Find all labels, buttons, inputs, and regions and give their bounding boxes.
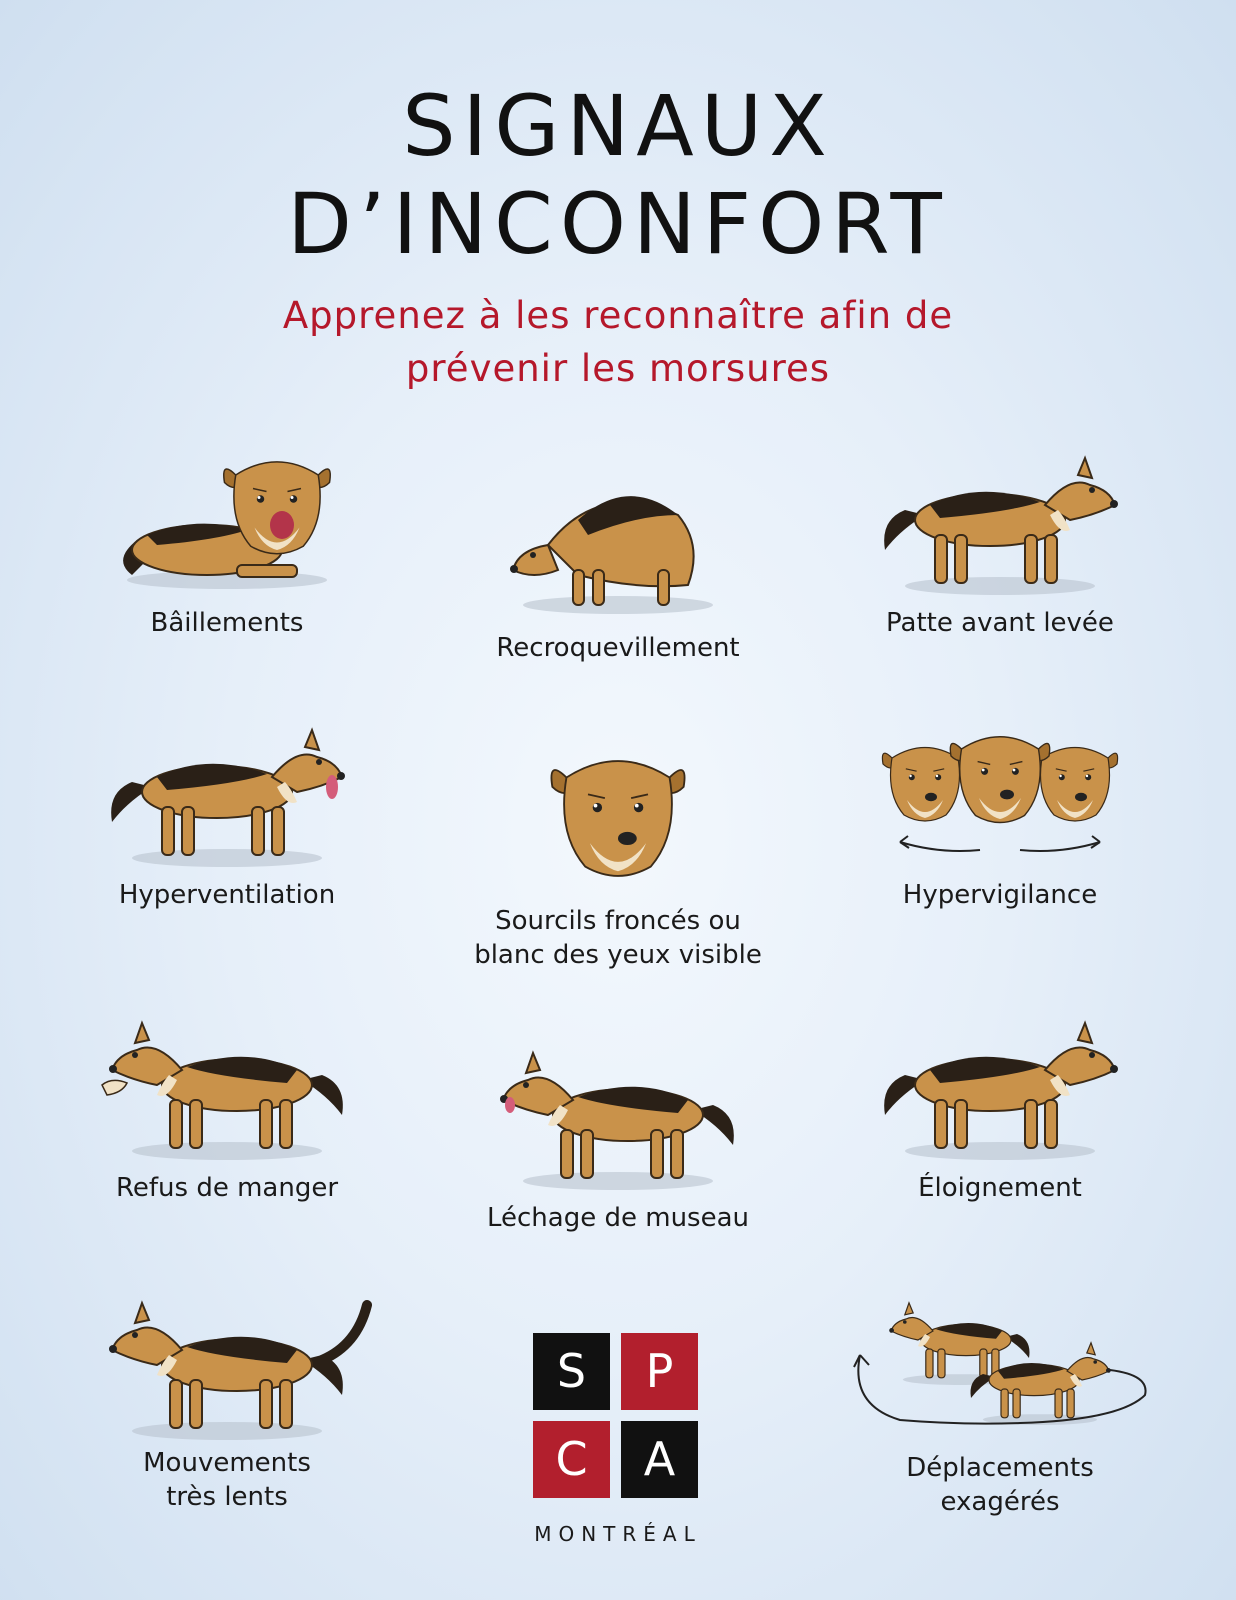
dog-nose-licking-illustration	[488, 1035, 748, 1195]
signal-frowning-brows	[448, 740, 788, 972]
signal-raised-paw	[830, 440, 1170, 640]
signal-label-line-1: Déplacements	[906, 1453, 1094, 1483]
subtitle-line-2: prévenir les morsures	[405, 347, 831, 390]
signal-label-line-1: Sourcils froncés ou	[495, 906, 741, 936]
logo-letter-a: A	[621, 1421, 698, 1498]
signal-exaggerated-movement	[830, 1285, 1170, 1519]
signal-panting	[57, 712, 397, 912]
dog-hypervigilance-illustration	[850, 712, 1150, 872]
dog-slow-movement-illustration	[82, 1290, 372, 1440]
dog-moving-away-illustration	[870, 1005, 1130, 1165]
dog-exaggerated-movement-illustration	[840, 1285, 1160, 1445]
signal-slow-movement	[57, 1290, 397, 1514]
signal-label: Refus de manger	[115, 1173, 339, 1203]
signal-hypervigilance	[830, 712, 1170, 912]
dog-refusing-food-illustration	[97, 1005, 357, 1165]
subtitle-line-1: Apprenez à les reconnaître afin de	[282, 294, 954, 337]
signal-refusing-food	[57, 1005, 397, 1205]
logo-letter-s: S	[533, 1333, 610, 1410]
signal-label: Hypervigilance	[902, 880, 1098, 910]
signal-label-line-1: Mouvements	[143, 1448, 311, 1478]
logo-letter-p: P	[621, 1333, 698, 1410]
signal-label-line-2: blanc des yeux visible	[474, 940, 762, 970]
signal-label-line-2: très lents	[166, 1482, 288, 1512]
dog-panting-illustration	[97, 712, 357, 872]
signal-label: Éloignement	[918, 1173, 1082, 1203]
signal-label: Bâillements	[150, 608, 304, 638]
title-line-2: D’INCONFORT	[287, 175, 949, 273]
logo-city: MONTRÉAL	[534, 1522, 702, 1546]
signal-cowering	[448, 465, 788, 665]
title-line-1: SIGNAUX	[402, 77, 834, 175]
signal-label: Patte avant levée	[886, 608, 1114, 638]
signal-label: Recroquevillement	[496, 633, 740, 663]
signal-yawning	[57, 440, 397, 640]
signal-nose-licking	[448, 1035, 788, 1235]
dog-cowering-illustration	[498, 465, 738, 625]
dog-raised-paw-illustration	[870, 440, 1130, 600]
signal-label-line-2: exagérés	[940, 1487, 1060, 1517]
dog-frowning-illustration	[518, 740, 718, 890]
signal-label: Léchage de museau	[486, 1203, 750, 1233]
dog-yawning-illustration	[107, 440, 347, 600]
logo-letter-c: C	[533, 1421, 610, 1498]
signal-moving-away	[830, 1005, 1170, 1205]
signal-label: Hyperventilation	[118, 880, 336, 910]
